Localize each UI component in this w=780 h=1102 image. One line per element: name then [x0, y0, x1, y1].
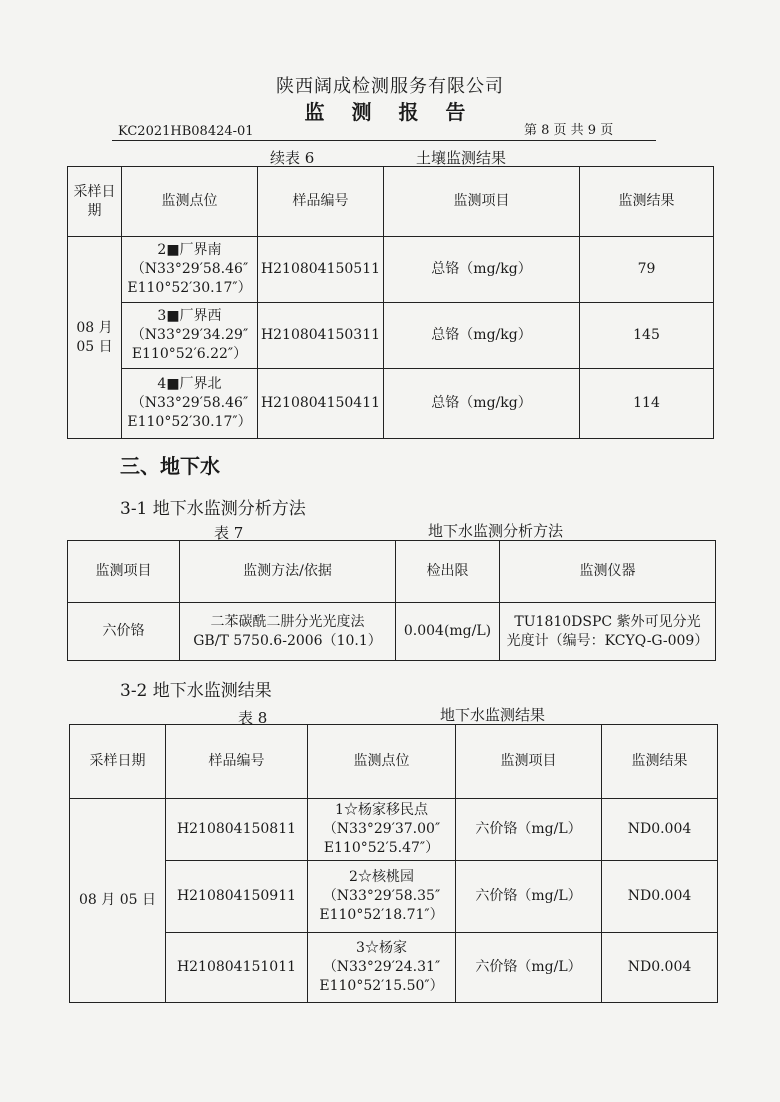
table-row: [68, 303, 714, 369]
company-name: 陕西阔成检测服务有限公司: [276, 76, 504, 97]
table6-header-row: [68, 167, 714, 237]
table8-header-point: 监测点位: [308, 725, 456, 799]
table8-item-cell: 六价铬（mg/L）: [456, 799, 602, 861]
method-standard: GB/T 5750.6-2006（10.1）: [193, 632, 382, 649]
table-row: [68, 369, 714, 439]
table8-point-cell: [308, 933, 456, 1003]
table8-item-cell: 六价铬（mg/L）: [456, 861, 602, 933]
point-lon: E110°52′5.47″）: [323, 840, 440, 856]
table7-instrument-cell: [500, 603, 716, 661]
table8-header-date: 采样日期: [70, 725, 166, 799]
point-label: 3■厂界西: [157, 308, 222, 324]
table6-sample-cell: H210804150411: [258, 369, 384, 439]
table6-result-cell: 79: [580, 237, 714, 303]
table6-point-cell: [122, 369, 258, 439]
table8-item-cell: 六价铬（mg/L）: [456, 933, 602, 1003]
subsection-3-2: 3-2 地下水监测结果: [120, 681, 272, 701]
table-row: [70, 861, 718, 933]
header-rule: [112, 140, 656, 141]
table8-result-cell: ND0.004: [602, 861, 718, 933]
point-lat: （N33°29′37.00″: [322, 821, 441, 837]
subsection-3-1: 3-1 地下水监测分析方法: [120, 499, 306, 519]
table6-label: 续表 6: [270, 149, 315, 167]
table-row: [68, 237, 714, 303]
table6-header-date: 采样日期: [68, 167, 122, 237]
table-row: [68, 603, 716, 661]
point-lat: （N33°29′34.29″: [130, 327, 249, 343]
method-name: 二苯碳酰二肼分光光度法: [210, 613, 365, 630]
report-title: 监 测 报 告: [304, 100, 476, 124]
table8-date-cell: 08 月 05 日: [70, 799, 166, 1003]
table6-sample-cell: H210804150311: [258, 303, 384, 369]
table8-result-cell: ND0.004: [602, 799, 718, 861]
instrument-id: 光度计（编号：KCYQ-G-009）: [506, 632, 709, 649]
table7-item-cell: 六价铬: [68, 603, 180, 661]
point-label: 3☆杨家: [356, 940, 407, 956]
point-lon: E110°52′30.17″）: [127, 280, 252, 296]
table7-header-row: [68, 541, 716, 603]
table6-item-cell: 总铬（mg/kg）: [384, 369, 580, 439]
table6-result-cell: 145: [580, 303, 714, 369]
table8-sample-cell: H210804150911: [166, 861, 308, 933]
table6-point-cell: [122, 237, 258, 303]
table7-method-cell: [180, 603, 396, 661]
point-label: 1☆杨家移民点: [335, 802, 428, 818]
point-label: 4■厂界北: [157, 376, 222, 392]
table6-item-cell: 总铬（mg/kg）: [384, 237, 580, 303]
table6-point-cell: [122, 303, 258, 369]
table6-header-sample: 样品编号: [258, 167, 384, 237]
point-lat: （N33°29′58.46″: [130, 261, 249, 277]
point-label: 2■厂界南: [157, 242, 222, 258]
table7-header-item: 监测项目: [68, 541, 180, 603]
table6-item-cell: 总铬（mg/kg）: [384, 303, 580, 369]
point-lat: （N33°29′58.46″: [130, 395, 249, 411]
point-lon: E110°52′15.50″）: [319, 978, 444, 994]
table7-title: 地下水监测分析方法: [428, 522, 564, 540]
table8-point-cell: [308, 799, 456, 861]
table8-title: 地下水监测结果: [440, 706, 546, 724]
point-lon: E110°52′18.71″）: [319, 907, 444, 923]
table8-header-sample: 样品编号: [166, 725, 308, 799]
table8-sample-cell: H210804151011: [166, 933, 308, 1003]
table-row: [70, 799, 718, 861]
table7-limit-cell: 0.004(mg/L): [396, 603, 500, 661]
table6-header-point: 监测点位: [122, 167, 258, 237]
table8-header-item: 监测项目: [456, 725, 602, 799]
table7: [67, 540, 716, 661]
table7-header-limit: 检出限: [396, 541, 500, 603]
table8-point-cell: [308, 861, 456, 933]
table6: [67, 166, 714, 439]
table8-header-result: 监测结果: [602, 725, 718, 799]
table6-result-cell: 114: [580, 369, 714, 439]
point-lat: （N33°29′24.31″: [322, 959, 441, 975]
table7-header-method: 监测方法/依据: [180, 541, 396, 603]
table-row: [70, 933, 718, 1003]
table6-date-cell: 08 月 05 日: [68, 237, 122, 439]
point-label: 2☆核桃园: [349, 869, 414, 885]
table8-label: 表 8: [238, 709, 268, 727]
point-lon: E110°52′30.17″）: [127, 414, 252, 430]
table6-sample-cell: H210804150511: [258, 237, 384, 303]
page-info: 第 8 页 共 9 页: [524, 123, 614, 138]
section-title: 三、地下水: [120, 454, 220, 478]
table8-header-row: [70, 725, 718, 799]
table8: [69, 724, 718, 1003]
point-lat: （N33°29′58.35″: [322, 888, 441, 904]
table7-header-instrument: 监测仪器: [500, 541, 716, 603]
table8-sample-cell: H210804150811: [166, 799, 308, 861]
table6-header-result: 监测结果: [580, 167, 714, 237]
table6-title: 土壤监测结果: [416, 149, 507, 167]
report-number: KC2021HB08424-01: [118, 124, 254, 139]
table8-result-cell: ND0.004: [602, 933, 718, 1003]
table7-label: 表 7: [214, 524, 244, 542]
instrument-name: TU1810DSPC 紫外可见分光: [514, 613, 701, 630]
table6-header-item: 监测项目: [384, 167, 580, 237]
point-lon: E110°52′6.22″）: [131, 346, 248, 362]
